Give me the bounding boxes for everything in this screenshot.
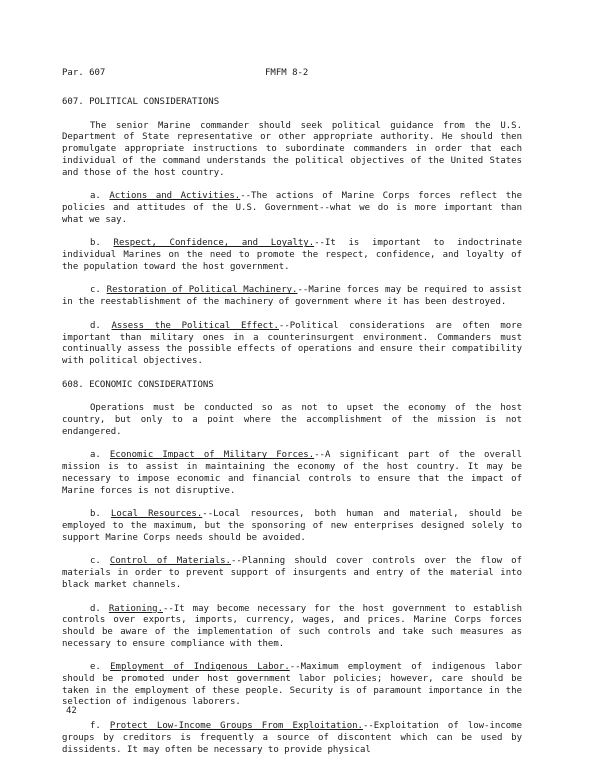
section-608-item-e (62, 662, 522, 709)
section-intro-608: Operations must be conducted so as not to upset the economy of the host country, but only to a point where the accomplishment of the mission is not endangered. (62, 403, 522, 437)
item-text: --Planning should cover controls over the flow of materials in order to prevent support of insurgents and entry of the material into black market channels. (62, 556, 522, 590)
item-title: Employment of Indigenous Labor. (110, 662, 290, 673)
section-607-item-a (62, 191, 522, 226)
page-body (62, 97, 522, 768)
item-letter: b. (90, 238, 101, 249)
section-title-607: 607. POLITICAL CONSIDERATIONS (62, 97, 220, 107)
item-text: --Marine forces may be required to assist in the reestablishment of the machinery of government where it has been destroyed. (62, 285, 522, 308)
item-letter: b. (90, 509, 101, 520)
section-607-item-b (62, 238, 522, 273)
item-text: --Maximum employment of indigenous labor should be promoted under host government labor policies; however, care should be taken in the employment of these people. Security is of paramount importance in the selection of indigenous laborers. (62, 662, 522, 708)
section-intro-607: The senior Marine commander should seek political guidance from the U.S. Department of State representative or other appropriate authority. He should then promulgate appropriate instructions to subordinate commanders in order that each individual of the command understands the political objectives of the United States and those of the host country. (62, 120, 522, 178)
item-title: Control of Materials. (109, 556, 231, 567)
paragraph-reference: Par. 607 (62, 68, 106, 78)
item-text: --The actions of Marine Corps forces reflect the policies and attitudes of the U.S. Government--what we do is more important than what we say. (62, 191, 522, 225)
section-607-item-d (62, 321, 522, 368)
item-title: Rationing. (108, 603, 164, 614)
item-title: Local Resources. (110, 509, 203, 520)
item-letter: c. (90, 285, 101, 296)
item-text: --It is important to indoctrinate individual Marines on the need to promote the respect, confidence, and loyalty of the population toward the host government. (62, 238, 523, 272)
section-607-item-c (62, 285, 522, 308)
item-letter: e. (90, 662, 101, 673)
item-letter: c. (90, 556, 101, 567)
item-text: --Local resources, both human and material, should be employed to the maximum, but the sponsoring of new enterprises designed solely to support Marine Corps needs should be avoided. (62, 509, 523, 543)
page-number: 42 (66, 706, 77, 716)
item-text: --Exploitation of low-income groups by creditors is frequently a source of discontent which can be used by dissidents. It may often be necessary to provide physical (62, 721, 522, 755)
section-608-item-b (62, 509, 522, 544)
item-letter: a. (90, 450, 101, 461)
item-title: Protect Low-Income Groups From Exploitation. (109, 721, 363, 732)
item-title: Actions and Activities. (109, 191, 241, 202)
section-608-item-c (62, 556, 522, 591)
manual-designation: FMFM 8-2 (265, 68, 309, 78)
item-title: Respect, Confidence, and Loyalty. (113, 238, 315, 249)
page-header (62, 68, 539, 80)
item-text: --A significant part of the overall mission is to assist in maintaining the economy of the host country. It may be necessary to impose economic and financial controls to ensure that the impact of Marine forces is not disruptive. (62, 450, 522, 496)
item-title: Restoration of Political Machinery. (106, 285, 298, 296)
item-title: Economic Impact of Military Forces. (109, 450, 315, 461)
item-letter: f. (90, 721, 101, 732)
item-letter: d. (90, 603, 101, 614)
section-608-item-f (62, 721, 522, 756)
section-608-item-d (62, 604, 522, 651)
section-608-item-a (62, 450, 522, 497)
item-text: --It may become necessary for the host government to establish controls over exports, imports, currency, wages, and prices. Marine Corps forces should be aware of the implementation of such controls and take such measures as necessary to ensure compliance with them. (62, 603, 522, 649)
section-title-608: 608. ECONOMIC CONSIDERATIONS (62, 379, 214, 390)
item-letter: d. (90, 320, 101, 331)
item-letter: a. (90, 191, 101, 202)
item-title: Assess the Political Effect. (111, 320, 279, 331)
item-text: --Political considerations are often more important than military ones in a counterinsurgent environment. Commanders must continually assess the possible effects of operations and ensure their compatibility with political objectives. (62, 320, 523, 366)
